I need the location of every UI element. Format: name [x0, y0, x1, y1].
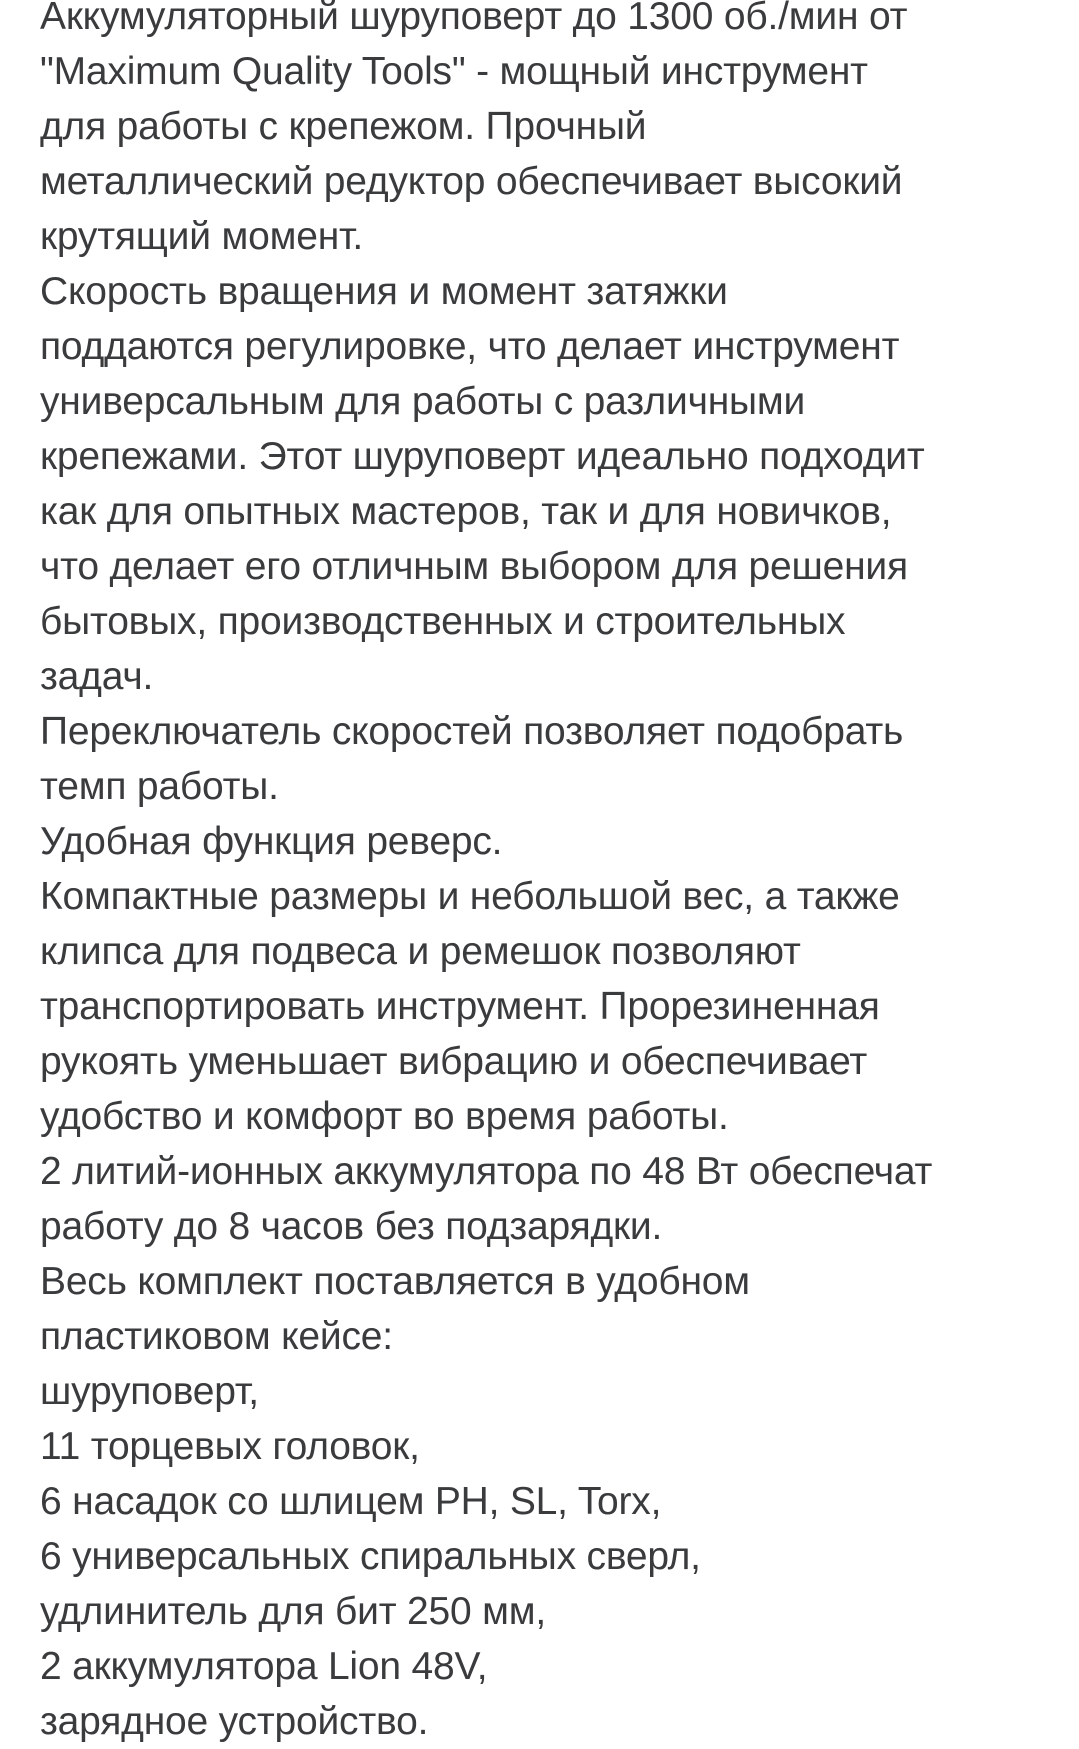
description-line: что делает его отличным выбором для решения [40, 545, 908, 588]
description-line: крутящий момент. [40, 215, 364, 258]
description-line: транспортировать инструмент. Прорезиненная [40, 985, 880, 1028]
description-line: 2 аккумулятора Lion 48V, [40, 1645, 488, 1688]
description-line: 6 насадок со шлицем PH, SL, Torx, [40, 1480, 662, 1523]
description-line: удобство и комфорт во время работы. [40, 1095, 729, 1138]
description-line: как для опытных мастеров, так и для новичков, [40, 490, 892, 533]
description-line: Весь комплект поставляется в удобном [40, 1260, 750, 1303]
description-line: Скорость вращения и момент затяжки [40, 270, 728, 313]
description-line: 11 торцевых головок, [40, 1425, 420, 1468]
description-line: для работы с крепежом. Прочный [40, 105, 647, 148]
description-line: 6 универсальных спиральных сверл, [40, 1535, 701, 1578]
description-line: задач. [40, 655, 154, 698]
description-line: пластиковом кейсе: [40, 1315, 393, 1358]
description-line: работу до 8 часов без подзарядки. [40, 1205, 663, 1248]
description-line: Переключатель скоростей позволяет подобрать [40, 710, 904, 753]
description-line: шуруповерт, [40, 1370, 259, 1413]
description-line: зарядное устройство. [40, 1700, 429, 1743]
description-line: "Maximum Quality Tools" - мощный инструмент [40, 50, 868, 93]
description-line: 2 литий-ионных аккумулятора по 48 Вт обеспечат [40, 1150, 933, 1193]
description-line: Аккумуляторный шуруповерт до 1300 об./мин от [40, 0, 908, 38]
description-line: поддаются регулировке, что делает инструмент [40, 325, 900, 368]
description-line: крепежами. Этот шуруповерт идеально подходит [40, 435, 925, 478]
description-line: темп работы. [40, 765, 279, 808]
description-line: универсальным для работы с различными [40, 380, 806, 423]
description-line: бытовых, производственных и строительных [40, 600, 846, 643]
description-line: удлинитель для бит 250 мм, [40, 1590, 547, 1633]
description-line: Удобная функция реверс. [40, 820, 503, 863]
description-line: металлический редуктор обеспечивает высокий [40, 160, 903, 203]
description-line: Компактные размеры и небольшой вес, а также [40, 875, 900, 918]
description-line: рукоять уменьшает вибрацию и обеспечивает [40, 1040, 868, 1083]
description-line: клипса для подвеса и ремешок позволяют [40, 930, 801, 973]
